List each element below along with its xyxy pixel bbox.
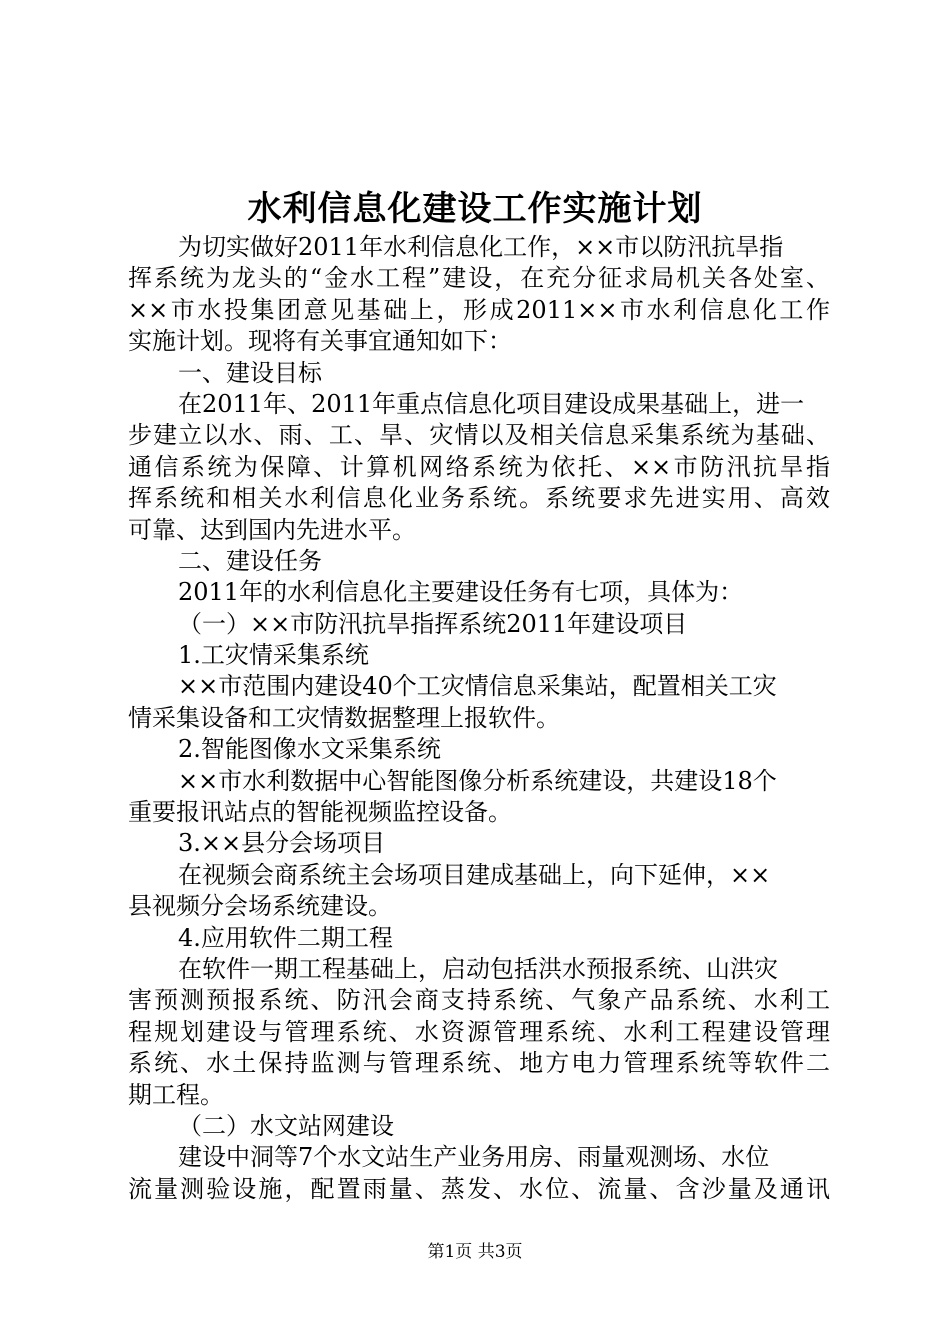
paragraph-line: 系统、水土保持监测与管理系统、地方电力管理系统等软件二	[128, 1049, 830, 1078]
paragraph-line: 流量测验设施，配置雨量、蒸发、水位、流量、含沙量及通讯	[128, 1174, 830, 1203]
page-number-footer: 第1页 共3页	[427, 1242, 523, 1262]
paragraph-line: 期工程。	[128, 1080, 224, 1109]
paragraph-line: ××市水投集团意见基础上，形成2011××市水利信息化工作	[128, 295, 830, 324]
item-heading: 2.智能图像水文采集系统	[178, 735, 441, 764]
paragraph-line: 在视频会商系统主会场项目建成基础上，向下延伸，××	[178, 860, 771, 889]
paragraph-line: 情采集设备和工灾情数据整理上报软件。	[128, 703, 560, 732]
paragraph-line: 可靠、达到国内先进水平。	[128, 515, 416, 544]
paragraph-line: 步建立以水、雨、工、旱、灾情以及相关信息采集系统为基础、	[128, 421, 830, 450]
paragraph-line: 县视频分会场系统建设。	[128, 892, 392, 921]
paragraph-line: 通信系统为保障、计算机网络系统为依托、××市防汛抗旱指	[128, 452, 830, 481]
paragraph-line: ××市范围内建设40个工灾情信息采集站，配置相关工灾	[178, 672, 777, 701]
section-heading: 一、建设目标	[178, 358, 322, 387]
paragraph-line: 挥系统和相关水利信息化业务系统。系统要求先进实用、高效	[128, 484, 830, 513]
paragraph-line: 为切实做好2011年水利信息化工作，××市以防汛抗旱指	[178, 233, 784, 261]
item-heading: 1.工灾情采集系统	[178, 641, 369, 670]
paragraph-line: 挥系统为龙头的“金水工程”建设，在充分征求局机关各处室、	[128, 264, 830, 293]
paragraph-line: 建设中洞等7个水文站生产业务用房、雨量观测场、水位	[178, 1143, 770, 1172]
item-heading: 3.××县分会场项目	[178, 829, 386, 858]
paragraph-line: 害预测预报系统、防汛会商支持系统、气象产品系统、水利工	[128, 986, 830, 1015]
item-heading: 4.应用软件二期工程	[178, 923, 393, 952]
paragraph-line: 2011年的水利信息化主要建设任务有七项，具体为：	[178, 578, 744, 607]
document-body	[128, 232, 830, 1205]
paragraph-line: 重要报讯站点的智能视频监控设备。	[128, 798, 512, 827]
paragraph-line: 在2011年、2011年重点信息化项目建设成果基础上，进一	[178, 389, 805, 418]
section-heading: 二、建设任务	[178, 546, 322, 575]
subsection-heading: （一）××市防汛抗旱指挥系统2011年建设项目	[178, 609, 688, 638]
document-title: 水利信息化建设工作实施计划	[247, 189, 703, 229]
paragraph-line: 在软件一期工程基础上，启动包括洪水预报系统、山洪灾	[178, 954, 778, 983]
paragraph-line: ××市水利数据中心智能图像分析系统建设，共建设18个	[178, 766, 777, 795]
paragraph-line: 程规划建设与管理系统、水资源管理系统、水利工程建设管理	[128, 1017, 830, 1046]
subsection-heading: （二）水文站网建设	[178, 1111, 394, 1140]
paragraph-line: 实施计划。现将有关事宜通知如下：	[128, 327, 512, 356]
